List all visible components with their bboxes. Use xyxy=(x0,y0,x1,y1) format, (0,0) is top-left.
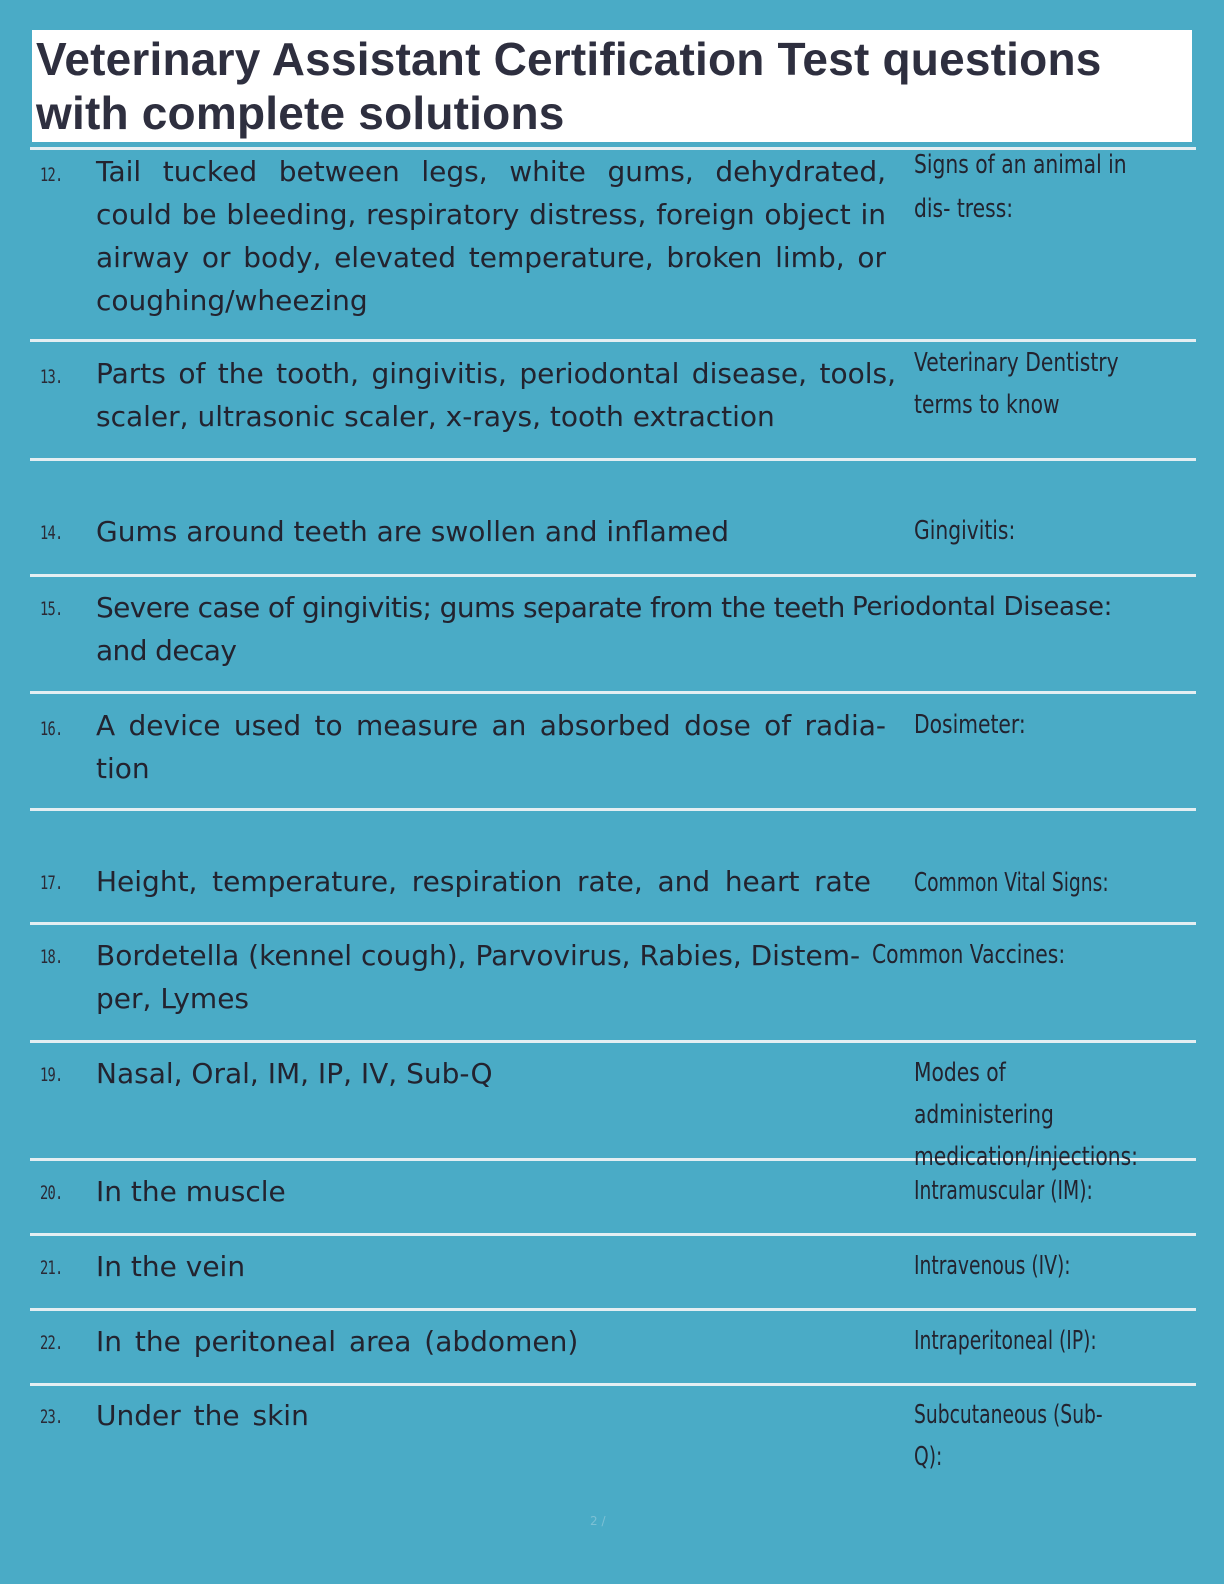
page-number: 2 / xyxy=(590,1514,606,1528)
entry-definition: Bordetella (kennel cough), Parvovirus, Rabies, Distem- per, Lymes xyxy=(96,939,861,1015)
entry-number: 16. xyxy=(40,718,63,740)
entry-definition: Nasal, Oral, IM, IP, IV, Sub-Q xyxy=(96,1057,493,1090)
entry-number: 12. xyxy=(40,164,63,186)
entry-term: Common Vital Signs: xyxy=(914,868,1109,898)
entry-definition: Parts of the tooth, gingivitis, periodontal disease, tools, scaler, ultrasonic scaler, x-rays, tooth extraction xyxy=(96,357,896,433)
divider-rule xyxy=(30,922,1196,925)
entry-term: Intraperitoneal (IP): xyxy=(914,1326,1097,1356)
entry-number: 14. xyxy=(40,522,63,544)
entry-definition: A device used to measure an absorbed dose of radia- tion xyxy=(96,709,886,785)
divider-rule xyxy=(30,458,1196,461)
page-title-line-1: Veterinary Assistant Certification Test questions xyxy=(36,33,1102,85)
entry-term: Modes of administering medication/injections: xyxy=(914,1058,1138,1172)
entry-number: 20. xyxy=(40,1182,63,1204)
divider-rule xyxy=(30,1383,1196,1386)
entry-number: 22. xyxy=(40,1332,63,1354)
entry-number: 19. xyxy=(40,1064,63,1086)
entry-term: Intravenous (IV): xyxy=(914,1251,1071,1281)
divider-rule xyxy=(30,1308,1196,1311)
entry-number: 18. xyxy=(40,946,63,968)
divider-rule xyxy=(30,808,1196,811)
entry-term: Subcutaneous (Sub-Q): xyxy=(914,1400,1103,1472)
entry-term: Signs of an animal in dis- tress: xyxy=(914,150,1127,224)
entry-definition: Tail tucked between legs, white gums, dehydrated, could be bleeding, respiratory distress, foreign object in airway or body, elevated temperature, broken limb, or coughing/wheezing xyxy=(96,155,886,317)
page-title xyxy=(36,32,1192,140)
entry-term: Dosimeter: xyxy=(914,710,1026,740)
entry-definition: Severe case of gingivitis; gums separate from the teeth and decay xyxy=(96,591,845,667)
entry-number: 17. xyxy=(40,872,63,894)
entry-number: 13. xyxy=(40,366,63,388)
entry-term: Intramuscular (IM): xyxy=(914,1176,1093,1206)
divider-rule xyxy=(30,1040,1196,1043)
divider-rule xyxy=(30,1233,1196,1236)
entry-definition: In the muscle xyxy=(96,1175,286,1208)
entry-number: 21. xyxy=(40,1257,63,1279)
entry-term: Common Vaccines: xyxy=(872,940,1066,970)
page-title-line-2: with complete solutions xyxy=(36,87,565,139)
entry-term: Gingivitis: xyxy=(914,516,1016,546)
entry-number: 23. xyxy=(40,1406,63,1428)
divider-rule xyxy=(30,574,1196,577)
entry-term: Periodontal Disease: xyxy=(852,592,1113,622)
entry-definition: In the vein xyxy=(96,1250,246,1283)
entry-definition: Under the skin xyxy=(96,1399,309,1432)
entry-number: 15. xyxy=(40,598,63,620)
title-banner xyxy=(32,30,1192,142)
entry-definition: Height, temperature, respiration rate, and heart rate xyxy=(96,865,871,898)
entry-definition: In the peritoneal area (abdomen) xyxy=(96,1325,579,1358)
divider-rule xyxy=(30,691,1196,694)
entry-term: Veterinary Dentistry terms to know xyxy=(914,348,1119,420)
entry-definition: Gums around teeth are swollen and inflamed xyxy=(96,515,730,548)
